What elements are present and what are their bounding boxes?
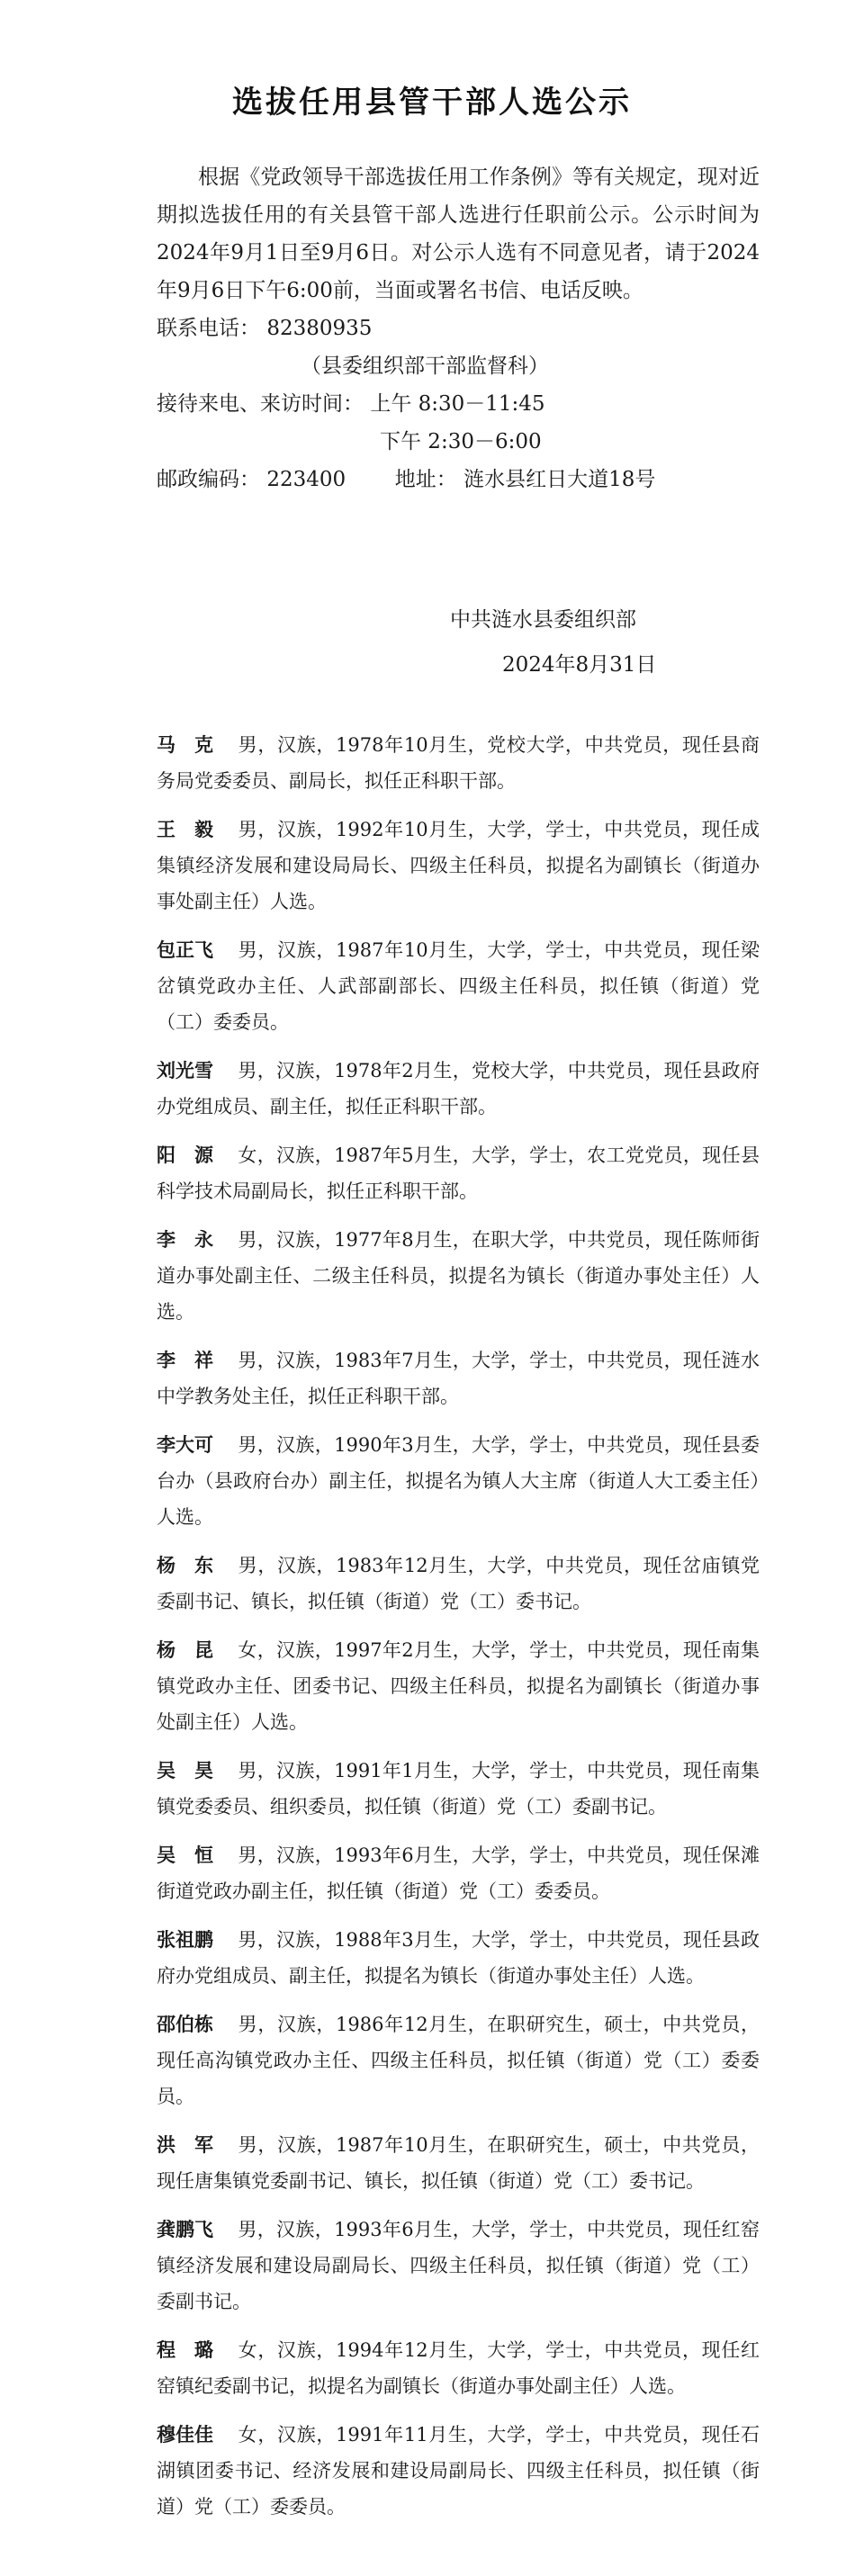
candidate-description: 男，汉族，1988年3月生，大学，学士，中共党员，现任县政府办党组成员、副主任，拟提名为镇长（街道办事处主任）人选。 (157, 1929, 760, 1987)
candidate-entry (157, 1753, 760, 1825)
hours-label: 接待来电、来访时间： (157, 392, 364, 416)
candidate-description: 男，汉族，1978年2月生，党校大学，中共党员，现任县政府办党组成员、副主任，拟任正科职干部。 (157, 1060, 760, 1117)
candidate-description: 女，汉族，1987年5月生，大学，学士，农工党党员，现任县科学技术局副局长，拟任正科职干部。 (157, 1144, 760, 1202)
candidate-name: 包正飞 (157, 939, 213, 961)
candidate-description: 男，汉族，1993年6月生，大学，学士，中共党员，现任保滩街道党政办副主任，拟任镇（街道）党（工）委委员。 (157, 1844, 760, 1902)
candidate-entry (157, 2006, 760, 2114)
candidate-description: 男，汉族，1978年10月生，党校大学，中共党员，现任县商务局党委委员、副局长，拟任正科职干部。 (157, 734, 760, 792)
contact-address-line (157, 461, 655, 498)
candidate-description: 男，汉族，1983年12月生，大学，中共党员，现任岔庙镇党委副书记、镇长，拟任镇（街道）党（工）委书记。 (157, 1555, 760, 1612)
candidate-description: 女，汉族，1994年12月生，大学，学士，中共党员，现任红窑镇纪委副书记，拟提名为副镇长（街道办事处副主任）人选。 (157, 2339, 760, 2397)
address: 涟水县红日大道18号 (464, 468, 656, 491)
contact-hours-line (157, 385, 545, 423)
candidate-description: 女，汉族，1991年11月生，大学，学士，中共党员，现任石湖镇团委书记、经济发展和建设局副局长、四级主任科员，拟任镇（街道）党（工）委委员。 (157, 2424, 760, 2518)
candidate-entry (157, 1427, 760, 1535)
candidate-name: 穆佳佳 (157, 2424, 213, 2446)
candidate-description: 男，汉族，1992年10月生，大学，学士，中共党员，现任成集镇经济发展和建设局局长、四级主任科员，拟提名为副镇长（街道办事处副主任）人选。 (157, 819, 760, 912)
candidate-name: 杨 昆 (157, 1639, 213, 1661)
candidate-name: 张祖鹏 (157, 1929, 213, 1951)
candidate-entry (157, 1222, 760, 1330)
candidate-description: 女，汉族，1997年2月生，大学，学士，中共党员，现任南集镇党政办主任、团委书记、四级主任科员，拟提名为副镇长（街道办事处副主任）人选。 (157, 1639, 760, 1733)
candidate-entry (157, 812, 760, 920)
candidate-name: 吴 恒 (157, 1844, 213, 1866)
candidate-name: 龚鹏飞 (157, 2219, 213, 2240)
candidate-description: 男，汉族，1987年10月生，大学，学士，中共党员，现任梁岔镇党政办主任、人武部副部长、四级主任科员，拟任镇（街道）党（工）委委员。 (157, 939, 760, 1033)
contact-hours-afternoon-line (380, 423, 542, 461)
candidate-name: 李大可 (157, 1434, 213, 1456)
candidate-name: 马 克 (157, 734, 213, 756)
candidate-name: 邵伯栋 (157, 2014, 213, 2035)
department-name: （县委组织部干部监督科） (301, 355, 549, 378)
candidate-description: 男，汉族，1993年6月生，大学，学士，中共党员，现任红窑镇经济发展和建设局副局长、四级主任科员，拟任镇（街道）党（工）委副书记。 (157, 2219, 760, 2312)
contact-phone-line (157, 310, 372, 347)
candidate-name: 洪 军 (157, 2134, 213, 2156)
signature-date: 2024年8月31日 (502, 653, 657, 677)
candidate-entry (157, 1837, 760, 1909)
candidate-description: 男，汉族，1983年7月生，大学，学士，中共党员，现任涟水中学教务处主任，拟任正科职干部。 (157, 1350, 760, 1407)
hours-morning: 上午 8:30－11:45 (370, 392, 545, 416)
address-label: 地址： (394, 468, 457, 491)
candidate-name: 李 祥 (157, 1350, 213, 1371)
candidate-entry (157, 1548, 760, 1620)
contact-department-line (301, 347, 549, 385)
candidate-name: 阳 源 (157, 1144, 213, 1166)
candidate-entry (157, 932, 760, 1040)
candidate-entry (157, 2417, 760, 2525)
candidate-description: 男，汉族，1990年3月生，大学，学士，中共党员，现任县委台办（县政府台办）副主任，拟提名为镇人大主席（街道人大工委主任）人选。 (157, 1434, 760, 1528)
phone-label: 联系电话： (157, 317, 260, 340)
phone-number: 82380935 (266, 317, 373, 340)
candidate-name: 程 璐 (157, 2339, 213, 2361)
intro-paragraph: 根据《党政领导干部选拔任用工作条例》等有关规定，现对近期拟选拔任用的有关县管干部人选进行任职前公示。公示时间为2024年9月1日至9月6日。对公示人选有不同意见者，请于2024年9月6日下午6:00前，当面或署名书信、电话反映。 (157, 166, 760, 302)
candidate-entry (157, 2212, 760, 2320)
candidate-entry (157, 1632, 760, 1740)
candidate-description: 男，汉族，1977年8月生，在职大学，中共党员，现任陈师街道办事处副主任、二级主任科员，拟提名为镇长（街道办事处主任）人选。 (157, 1229, 760, 1323)
candidate-entry (157, 1342, 760, 1414)
signature-org: 中共涟水县委组织部 (450, 608, 636, 632)
candidate-description: 男，汉族，1987年10月生，在职研究生，硕士，中共党员，现任唐集镇党委副书记、镇长，拟任镇（街道）党（工）委书记。 (157, 2134, 760, 2192)
candidate-name: 李 永 (157, 1229, 213, 1251)
hours-afternoon: 下午 2:30－6:00 (380, 430, 542, 453)
postcode: 223400 (266, 468, 346, 491)
candidate-entry (157, 2127, 760, 2199)
candidate-name: 吴 昊 (157, 1760, 213, 1782)
candidate-description: 男，汉族，1986年12月生，在职研究生，硕士，中共党员，现任高沟镇党政办主任、四级主任科员，拟任镇（街道）党（工）委委员。 (157, 2014, 760, 2107)
candidate-name: 杨 东 (157, 1555, 213, 1576)
candidate-list (157, 727, 760, 2537)
candidate-name: 刘光雪 (157, 1060, 213, 1082)
candidate-name: 王 毅 (157, 819, 213, 840)
candidate-entry (157, 1922, 760, 1994)
candidate-entry (157, 727, 760, 799)
candidate-entry (157, 1053, 760, 1125)
candidate-description: 男，汉族，1991年1月生，大学，学士，中共党员，现任南集镇党委委员、组织委员，拟任镇（街道）党（工）委副书记。 (157, 1760, 760, 1818)
candidate-entry (157, 2332, 760, 2404)
candidate-entry (157, 1137, 760, 1209)
postcode-label: 邮政编码： (157, 468, 260, 491)
document-title: 选拔任用县管干部人选公示 (232, 85, 632, 121)
